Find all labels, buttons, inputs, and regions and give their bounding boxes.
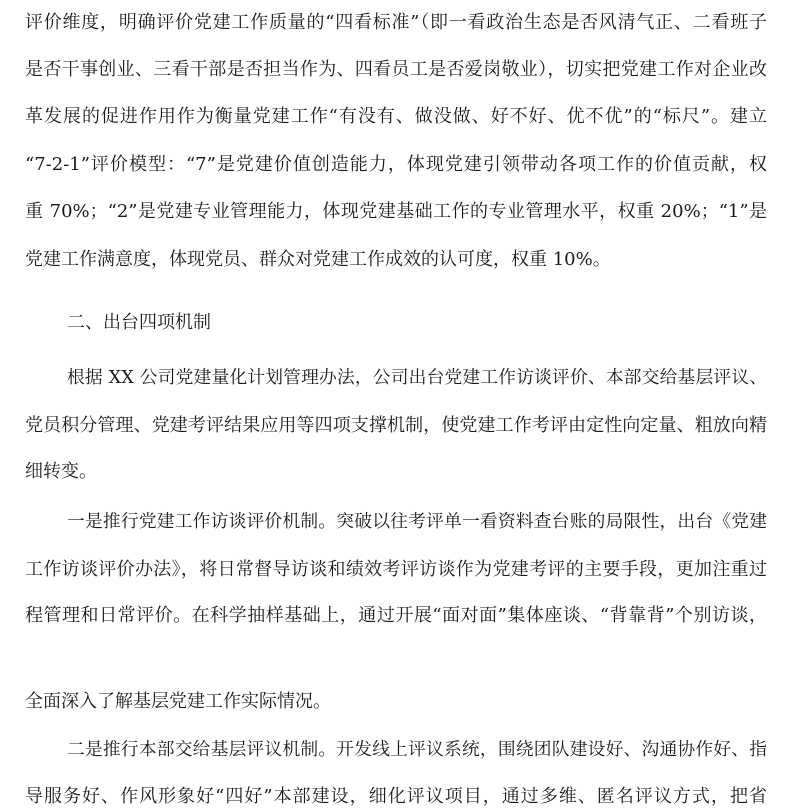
text-line: 党建工作满意度，体现党员、群众对党建工作成效的认可度，权重 10%。	[25, 249, 611, 270]
text-line: 党员积分管理、党建考评结果应用等四项支撑机制，使党建工作考评由定性向定量、粗放向精	[25, 415, 767, 436]
text-line: 重 70%；“2”是党建专业管理能力，体现党建基础工作的专业管理水平，权重 20%；“1”是	[25, 201, 767, 222]
text-line: 革发展的促进作用作为衡量党建工作“有没有、做没做、好不好、优不优”的“标尺”。建立	[25, 106, 767, 127]
text-line: 导服务好、作风形象好“四好”本部建设，细化评议项目，通过多维、匿名评议方式，把省	[25, 786, 767, 807]
text-line: 细转变。	[25, 461, 97, 482]
text-line: 一是推行党建工作访谈评价机制。突破以往考评单一看资料查台账的局限性，出台《党建	[67, 512, 767, 532]
text-line: 二是推行本部交给基层评议机制。开发线上评议系统，围绕团队建设好、沟通协作好、指	[67, 740, 767, 760]
text-line: 工作访谈评价办法》，将日常督导访谈和绩效考评访谈作为党建考评的主要手段，更加注重过	[25, 559, 767, 580]
text-line: 全面深入了解基层党建工作实际情况。	[25, 691, 331, 712]
text-line: 程管理和日常评价。在科学抽样基础上，通过开展“面对面”集体座谈、“背靠背”个别访谈，	[25, 605, 767, 626]
section-heading: 二、出台四项机制	[67, 312, 211, 333]
text-line: “7-2-1”评价模型：“7”是党建价值创造能力，体现党建引领带动各项工作的价值贡献，权	[25, 154, 767, 175]
text-line: 根据 XX 公司党建量化计划管理办法，公司出台党建工作访谈评价、本部交给基层评议、	[67, 368, 767, 388]
text-line: 是否干事创业、三看干部是否担当作为、四看员工是否爱岗敬业），切实把党建工作对企业改	[25, 59, 767, 80]
text-line: 评价维度，明确评价党建工作质量的“四看标准”（即一看政治生态是否风清气正、二看班子	[25, 12, 767, 33]
